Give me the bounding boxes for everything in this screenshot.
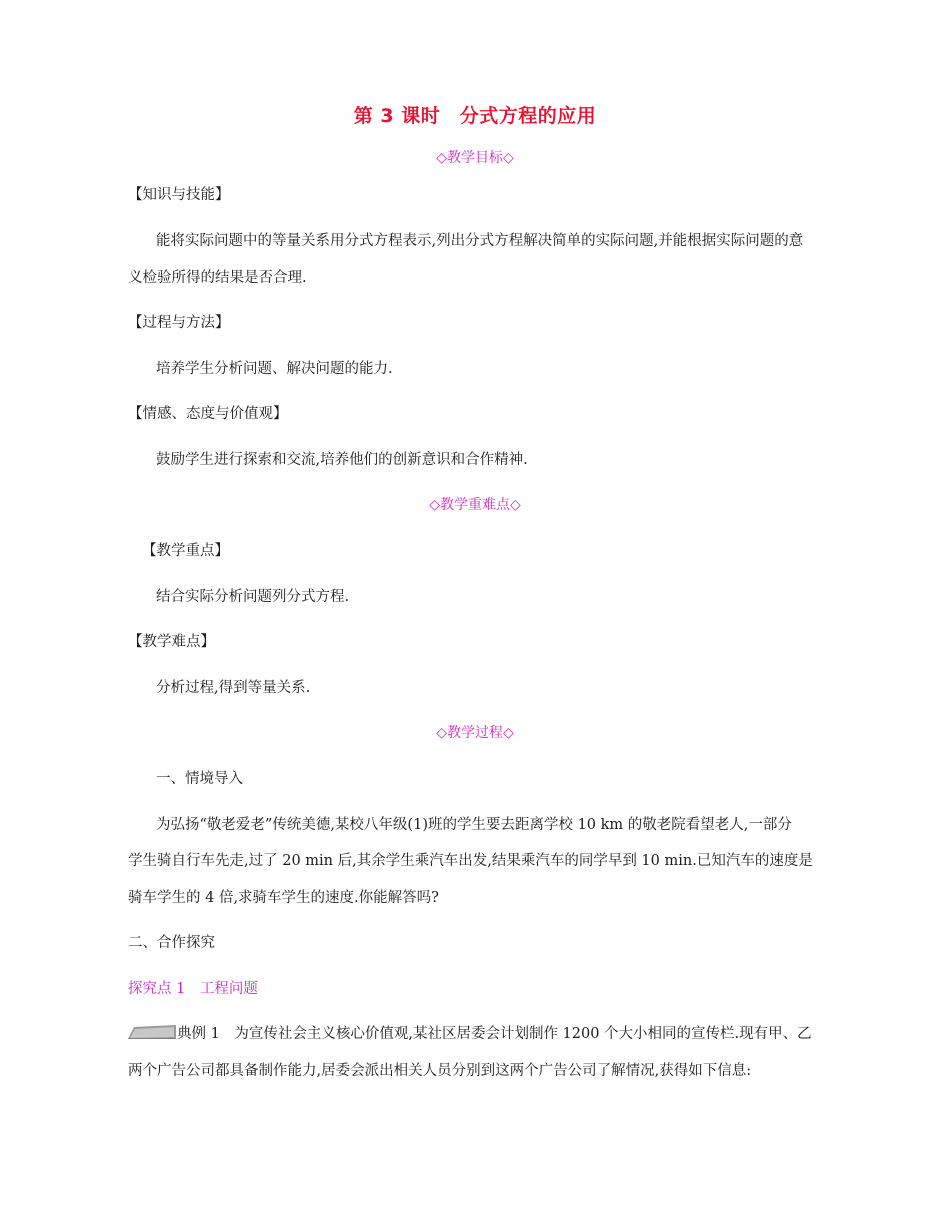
teaching-difficulty-text: 分析过程,得到等量关系. [156, 680, 311, 696]
example-tab-icon [128, 1025, 176, 1039]
section-teaching-goals: ◇教学目标◇ [436, 150, 514, 166]
heading-teaching-difficulty: 【教学难点】 [128, 634, 215, 650]
section-key-points: ◇教学重难点◇ [429, 497, 521, 513]
process-method-text: 培养学生分析问题、解决问题的能力. [156, 361, 393, 377]
heading-emotion-values: 【情感、态度与价值观】 [128, 406, 288, 422]
intro-text-line-2: 学生骑自行车先走,过了 20 min 后,其余学生乘汽车出发,结果乘汽车的同学早到 10 min.已知汽车的速度是 [128, 853, 813, 869]
heading-process-method: 【过程与方法】 [128, 315, 230, 331]
knowledge-text-line-2: 义检验所得的结果是否合理. [128, 270, 307, 286]
emotion-values-text: 鼓励学生进行探索和交流,培养他们的创新意识和合作精神. [156, 452, 528, 468]
explore-point-engineering: 探究点 1 工程问题 [128, 981, 258, 997]
heading-knowledge-skills: 【知识与技能】 [128, 187, 230, 203]
section-teaching-process: ◇教学过程◇ [436, 725, 514, 741]
heading-situation-intro: 一、情境导入 [156, 771, 243, 787]
page-title: 第 3 课时 分式方程的应用 [353, 105, 597, 127]
intro-text-line-3: 骑车学生的 4 倍,求骑车学生的速度.你能解答吗? [128, 890, 439, 906]
knowledge-text-line-1: 能将实际问题中的等量关系用分式方程表示,列出分式方程解决简单的实际问题,并能根据实际问题的意 [156, 233, 804, 249]
intro-text-line-1: 为弘扬“敬老爱老”传统美德,某校八年级(1)班的学生要去距离学校 10 km 的敬老院看望老人,一部分 [156, 817, 792, 833]
heading-teaching-focus: 【教学重点】 [142, 543, 229, 559]
heading-cooperative-exploration: 二、合作探究 [128, 935, 215, 951]
example-1-text-line-2: 两个广告公司都具备制作能力,居委会派出相关人员分别到这两个广告公司了解情况,获得如下信息: [128, 1063, 752, 1079]
example-1-text-line-1: 典例 1 为宣传社会主义核心价值观,某社区居委会计划制作 1200 个大小相同的宣传栏.现有甲、乙 [177, 1026, 812, 1042]
teaching-focus-text: 结合实际分析问题列分式方程. [156, 589, 350, 605]
